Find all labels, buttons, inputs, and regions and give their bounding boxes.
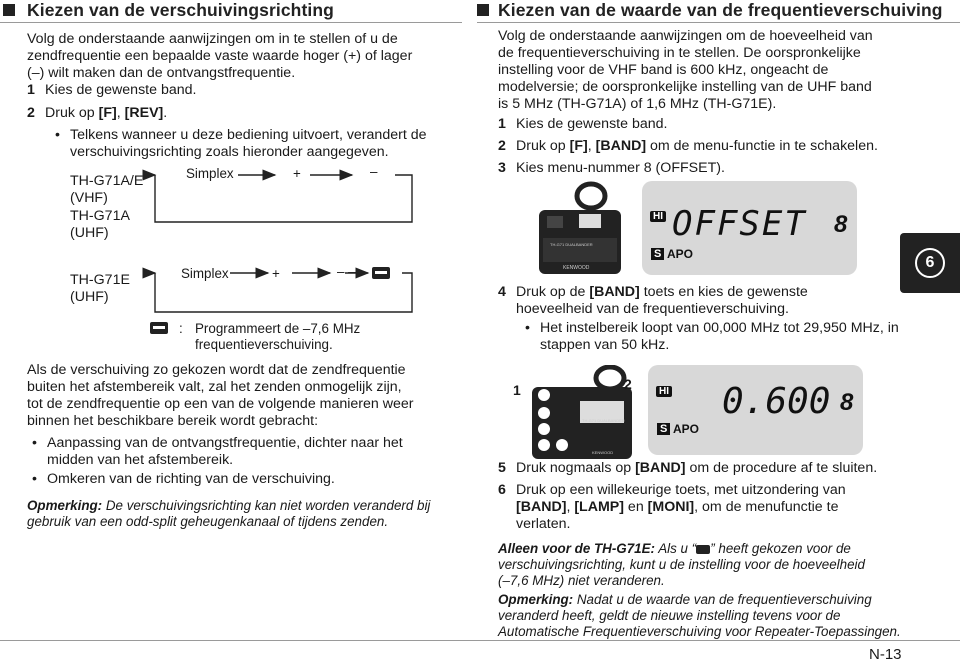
note-left: Opmerking: De verschuivingsrichting kan niet worden veranderd bij gebruik van een odd-split geheugenkanaal of tijdens zenden.	[27, 498, 431, 529]
lcd2-value-text: 0.600	[722, 381, 831, 422]
lcd-s-indicator: S	[651, 248, 664, 260]
radio2-lck-label: LCK	[539, 409, 547, 414]
footer-rule	[0, 640, 960, 641]
simplex-label-2: Simplex	[181, 266, 229, 281]
step-2-left: 2 Druk op [F], [REV].	[27, 105, 168, 121]
heading-marker	[477, 4, 489, 16]
lcd2-apo-indicator: APO	[673, 422, 700, 436]
diagram-legend: Programmeert de –7,6 MHz frequentieverschuiving.	[195, 321, 361, 352]
inline-offset-symbol-icon	[696, 545, 710, 554]
lcd2-menu-number: 8	[840, 389, 854, 416]
radio2-vfo-label: VFO	[558, 440, 567, 445]
lcd-offset-text: OFFSET	[672, 204, 807, 244]
lcd-apo-indicator: APO	[667, 247, 694, 261]
intro-paragraph-right: Volg de onderstaande aanwijzingen om de hoeveelheid van de frequentieverschuiving in te stellen. De oorspronkelijke instelling voor de VHF band is 600 kHz, ongeacht de modelversie; de oorspronkelijke instelling van de UHF band is 5 MHz (TH-G71A) of 1,6 MHz (TH-G71E).	[498, 28, 873, 112]
radio2-brand-text: KENWOOD	[592, 450, 614, 455]
section-heading-left: Kiezen van de verschuivingsrichting	[27, 0, 334, 20]
chapter-tab: 6	[900, 233, 960, 293]
step-1-right: 1 Kies de gewenste band.	[498, 116, 668, 132]
callout-1: 1	[513, 382, 521, 398]
section-heading-right: Kiezen van de waarde van de frequentieverschuiving	[498, 0, 943, 20]
radio-illustration-band	[535, 180, 625, 276]
legend-colon: :	[179, 321, 183, 336]
lcd2-hi-indicator: HI	[656, 386, 672, 397]
heading-marker	[3, 4, 15, 16]
offset-symbol-icon	[372, 267, 390, 279]
heading-rule-left	[0, 22, 462, 23]
plus-label-2: +	[272, 266, 280, 281]
step-3-right: 3 Kies menu-nummer 8 (OFFSET).	[498, 160, 725, 176]
diagram-model-vhf: TH-G71A/E (VHF)	[70, 173, 144, 206]
bullet-range: • Het instelbereik loopt van 00,000 MHz tot 29,950 MHz, in stappen van 50 kHz.	[540, 320, 899, 354]
radio2-call-label: CALL	[539, 440, 550, 445]
radio-brand-text: KENWOOD	[563, 265, 590, 271]
simplex-label-1: Simplex	[186, 166, 234, 181]
heading-rule-right	[477, 22, 960, 23]
plus-label-1: +	[293, 166, 301, 181]
page-number: N-13	[869, 646, 902, 663]
lcd-hi-indicator: HI	[650, 211, 666, 222]
minus-label-1: –	[370, 164, 378, 179]
radio2-model-text: TH-G71 DUALBANDER	[582, 418, 625, 423]
out-of-range-paragraph: Als de verschuiving zo gekozen wordt dat de zendfrequentie buiten het afstembereik valt, zal het zenden onmogelijk zijn, tot de zendfrequentie op een van de volgende manieren weer binnen het beschikbare bereik wordt gebracht:	[27, 362, 414, 429]
lcd-menu-number: 8	[834, 211, 848, 238]
shift-cycle-diagram	[140, 160, 430, 320]
bullet-repeat-info: • Telkens wanneer u deze bediening uitvoert, verandert de verschuivingsrichting zoals hieronder aangegeven.	[70, 127, 427, 161]
bullet-reverse-shift: • Omkeren van de richting van de verschuiving.	[47, 471, 335, 488]
diagram-model-uhf-a: TH-G71A (UHF)	[70, 208, 130, 241]
minus-label-2: – –	[337, 264, 356, 279]
callout-2: 2	[624, 376, 632, 392]
intro-paragraph-left: Volg de onderstaande aanwijzingen om in te stellen of u de zendfrequentie een bepaalde vaste waarde hoger (+) of lager (–) wilt maken dan de ontvangstfrequentie.	[27, 31, 413, 81]
lcd2-s-indicator: S	[657, 423, 670, 435]
diagram-model-uhf-e: TH-G71E (UHF)	[70, 272, 130, 305]
note-tg71e-only: Alleen voor de TH-G71E: Als u “ ” heeft gekozen voor de verschuivingsrichting, kunt u de instelling voor de hoeveelheid (–7,6 MHz) niet veranderen.	[498, 541, 865, 588]
step-4-right: 4 Druk op de [BAND] toets en kies de gewenste hoeveelheid van de frequentieverschuiving.	[498, 284, 808, 317]
legend-offset-symbol-icon	[150, 322, 168, 334]
radio-model-text: TH-G71 DUALBANDER	[550, 242, 593, 247]
step-2-right: 2 Druk op [F], [BAND] om de menu-functie in te schakelen.	[498, 138, 878, 154]
radio2-moni-label: MONI	[538, 392, 549, 397]
note-right: Opmerking: Nadat u de waarde van de frequentieverschuiving veranderd heeft, geldt de nieuwe instelling tevens voor de Automatische Frequentieverschuiving voor Repeater-Toepassingen.	[498, 592, 901, 639]
bullet-adjust-frequency: • Aanpassing van de ontvangstfrequentie, dichter naar het midden van het afstembereik.	[47, 435, 403, 469]
radio-illustration-keypad	[510, 365, 640, 460]
step-6-right: 6 Druk op een willekeurige toets, met uitzondering van [BAND], [LAMP] en [MONI], om de menufunctie te verlaten.	[498, 482, 846, 532]
step-5-right: 5 Druk nogmaals op [BAND] om de procedure af te sluiten.	[498, 460, 878, 476]
step-1-left: 1 Kies de gewenste band.	[27, 82, 197, 98]
